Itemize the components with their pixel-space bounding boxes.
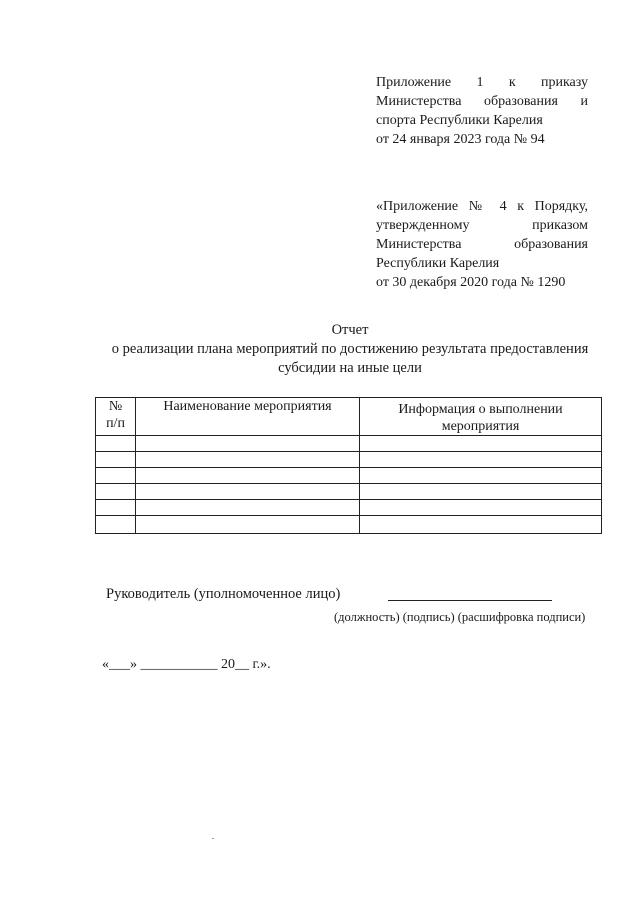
table-cell[interactable]: [136, 468, 360, 484]
report-title-line: Отчет: [331, 322, 369, 338]
table-cell[interactable]: [136, 452, 360, 468]
table-row: [96, 516, 602, 534]
table-cell[interactable]: [360, 516, 602, 534]
table-cell[interactable]: [360, 452, 602, 468]
table-cell[interactable]: [96, 468, 136, 484]
table-cell[interactable]: [96, 436, 136, 452]
appendix-1-line: от 24 января 2023 года № 94: [376, 132, 545, 147]
table-row: [96, 468, 602, 484]
appendix-1-line: Министерства образования и: [376, 94, 588, 109]
table-cell[interactable]: [136, 500, 360, 516]
table-cell[interactable]: [136, 484, 360, 500]
appendix-4-line: утвержденному приказом: [376, 218, 588, 233]
report-title: [80, 321, 620, 378]
table-cell[interactable]: [96, 484, 136, 500]
header-text: мероприятия: [441, 419, 520, 434]
table-cell[interactable]: [360, 468, 602, 484]
appendix-4-line: Министерства образования: [376, 237, 588, 252]
table-cell[interactable]: [96, 452, 136, 468]
column-header-number: [96, 398, 136, 436]
table-cell[interactable]: [360, 500, 602, 516]
table-cell[interactable]: [360, 436, 602, 452]
scan-speck: [212, 838, 214, 839]
header-text: п/п: [106, 416, 125, 431]
appendix-4-line: Республики Карелия: [376, 256, 500, 271]
appendix-4-line: «Приложение № 4 к Порядку,: [376, 199, 588, 214]
header-text: Наименование мероприятия: [163, 399, 332, 414]
report-title-line: субсидии на иные цели: [278, 360, 422, 376]
signature-caption: (должность) (подпись) (расшифровка подписи): [334, 610, 586, 624]
table-row: [96, 500, 602, 516]
table-row: [96, 436, 602, 452]
column-header-activity-name: [136, 398, 360, 436]
table-cell[interactable]: [136, 436, 360, 452]
appendix-1-line: Приложение 1 к приказу: [376, 75, 588, 90]
table-row: [96, 484, 602, 500]
signature-label: Руководитель (уполномоченное лицо): [106, 586, 341, 602]
table-row: [96, 452, 602, 468]
appendix-4-line: от 30 декабря 2020 года № 1290: [376, 275, 566, 290]
appendix-1-line: спорта Республики Карелия: [376, 113, 543, 128]
header-text: Информация о выполнении: [398, 402, 563, 417]
header-text: №: [108, 399, 123, 414]
table-cell[interactable]: [96, 500, 136, 516]
appendix-4-header: [376, 197, 588, 292]
date-line: «___» ___________ 20__ г.».: [102, 657, 271, 672]
report-table: [95, 397, 602, 534]
table-header-row: [96, 398, 602, 436]
column-header-completion-info: [360, 398, 602, 436]
signature-line[interactable]: [388, 600, 552, 601]
table-cell[interactable]: [360, 484, 602, 500]
report-title-line: о реализации плана мероприятий по достижению результата предоставления: [111, 341, 589, 357]
table-cell[interactable]: [96, 516, 136, 534]
table-cell[interactable]: [136, 516, 360, 534]
appendix-1-header: [376, 73, 588, 149]
